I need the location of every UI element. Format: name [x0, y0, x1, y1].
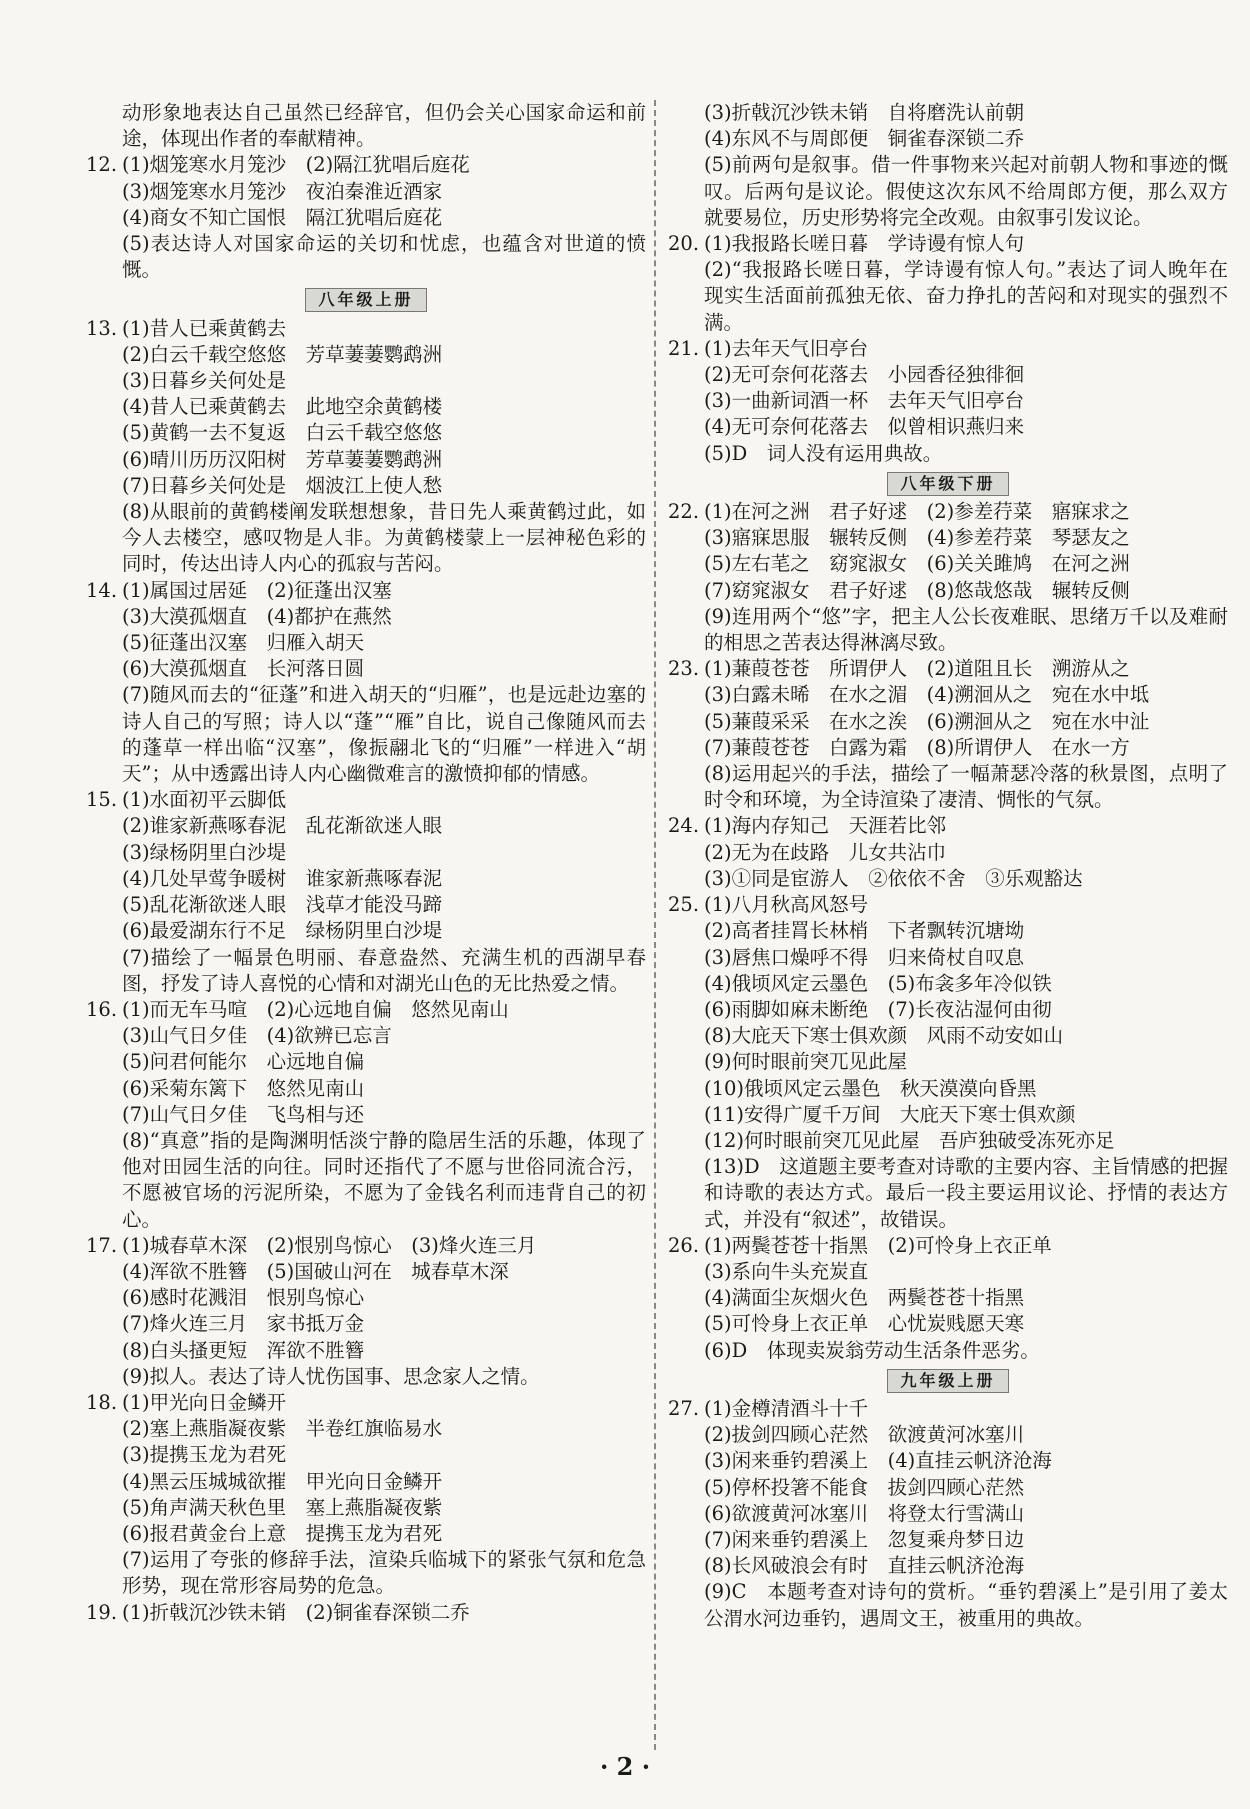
question-number: 13.	[86, 316, 118, 340]
question-27	[668, 1396, 1228, 1632]
question-20	[668, 231, 1228, 336]
answer-line: (4)无可奈何花落去 似曾相识燕归来	[704, 415, 1025, 439]
answer-line: (4)黑云压城城欲摧 甲光向日金鳞开	[122, 1469, 443, 1493]
answer-line: (3)烟笼寒水月笼沙 夜泊秦淮近酒家	[122, 179, 443, 203]
question-25	[668, 892, 1228, 1233]
section-header-grade8-vol2: 八年级下册	[668, 470, 1228, 496]
answer-line: (13)D 这道题主要考查对诗歌的主要内容、主旨情感的把握和诗歌的表达方式。最后一段主要运用议论、抒情的表达方式，并没有“叙述”，故错误。	[704, 1155, 1228, 1231]
answer-line: (6)雨脚如麻未断绝 (7)长夜沾湿何由彻	[704, 997, 1052, 1021]
answer-line: (5)停杯投箸不能食 拔剑四顾心茫然	[704, 1475, 1025, 1499]
answer-line: (1)昔人已乘黄鹤去	[122, 316, 287, 340]
question-number: 17.	[86, 1233, 118, 1257]
answer-line: (5)表达诗人对国家命运的关切和忧虑，也蕴含对世道的愤慨。	[122, 232, 646, 282]
answer-line: (7)闲来垂钓碧溪上 忽复乘舟梦日边	[704, 1527, 1025, 1551]
answer-line: (2)高者挂罥长林梢 下者飘转沉塘坳	[704, 919, 1025, 943]
answer-line: (3)折戟沉沙铁未销 自将磨洗认前朝	[704, 101, 1025, 124]
answer-line: (9)连用两个“悠”字，把主人公长夜难眠、思绪万千以及难耐的相思之苦表达得淋漓尽致。	[704, 604, 1228, 655]
answer-line: (8)白头搔更短 浑欲不胜簪	[122, 1338, 365, 1362]
answer-line: (1)我报路长嗟日暮 学诗谩有惊人句	[704, 232, 1025, 256]
question-number: 15.	[86, 788, 118, 812]
answer-line: (5)征蓬出汉塞 归雁入胡天	[122, 631, 365, 655]
question-22	[668, 499, 1228, 656]
answer-line: (1)甲光向日金鳞开	[122, 1390, 287, 1414]
answer-line: (11)安得广厦千万间 大庇天下寒士俱欢颜	[704, 1102, 1076, 1126]
answer-line: (9)C 本题考查对诗句的赏析。“垂钓碧溪上”是引用了姜太公渭水河边垂钓，遇周文王，被重用的典故。	[704, 1580, 1228, 1630]
answer-line: (7)山气日夕佳 飞鸟相与还	[122, 1102, 365, 1126]
answer-line: (7)描绘了一幅景色明丽、春意盎然、充满生机的西湖早春图，抒发了诗人喜悦的心情和对湖光山色的无比热爱之情。	[122, 945, 646, 995]
question-number: 14.	[86, 578, 118, 602]
answer-line: (8)运用起兴的手法，描绘了一幅萧瑟冷落的秋景图，点明了时令和环境，为全诗渲染了凄清、惆怅的气氛。	[704, 762, 1228, 812]
answer-line: (4)浑欲不胜簪 (5)国破山河在 城春草木深	[122, 1259, 509, 1283]
answer-line: (6)最爱湖东行不足 绿杨阴里白沙堤	[122, 919, 443, 943]
answer-line: (7)随风而去的“征蓬”和进入胡天的“归雁”，也是远赴边塞的诗人自己的写照；诗人以“蓬”“雁”自比，说自己像随风而去的蓬草一样出临“汉塞”，像振翮北飞的“归雁”一样进入“胡天”；从中透露出诗人内心幽微难言的激愤抑郁的情感。	[122, 683, 646, 786]
answer-line: (2)无可奈何花落去 小园香径独徘徊	[704, 363, 1025, 387]
answer-line: (3)绿杨阴里白沙堤	[122, 840, 287, 864]
answer-line: (3)提携玉龙为君死	[122, 1443, 287, 1467]
question-number: 22.	[668, 500, 700, 524]
question-15	[86, 787, 646, 997]
column-divider	[654, 100, 656, 1750]
question-19-continued	[668, 100, 1228, 231]
answer-line: (8)长风破浪会有时 直挂云帆济沧海	[704, 1554, 1025, 1578]
question-number: 25.	[668, 893, 700, 917]
answer-line: (2)白云千载空悠悠 芳草萋萋鹦鹉洲	[122, 342, 443, 366]
right-column	[668, 100, 1228, 1632]
answer-line: (3)唇焦口燥呼不得 归来倚杖自叹息	[704, 945, 1025, 969]
answer-line: (1)属国过居延 (2)征蓬出汉塞	[122, 578, 392, 602]
answer-line: (8)大庇天下寒士俱欢颜 风雨不动安如山	[704, 1024, 1064, 1048]
answer-line: (3)一曲新词酒一杯 去年天气旧亭台	[704, 389, 1025, 413]
answer-line: (2)拔剑四顾心茫然 欲渡黄河冰塞川	[704, 1423, 1025, 1447]
q11-continuation: 动形象地表达自己虽然已经辞官，但仍会关心国家命运和前途，体现出作者的奉献精神。	[122, 101, 646, 151]
answer-line: (1)折戟沉沙铁未销 (2)铜雀春深锁二乔	[122, 1600, 470, 1624]
answer-line: (4)昔人已乘黄鹤去 此地空余黄鹤楼	[122, 395, 443, 419]
answer-line: (4)几处早莺争暖树 谁家新燕啄春泥	[122, 866, 443, 890]
answer-line: (5)问君何能尔 心远地自偏	[122, 1050, 365, 1074]
answer-line: (3)闲来垂钓碧溪上 (4)直挂云帆济沧海	[704, 1449, 1052, 1473]
answer-line: (9)何时眼前突兀见此屋	[704, 1050, 908, 1074]
answer-line: (5)可怜身上衣正单 心忧炭贱愿天寒	[704, 1312, 1025, 1336]
answer-line: (10)俄顷风定云墨色 秋天漠漠向昏黑	[704, 1076, 1037, 1100]
question-17	[86, 1233, 646, 1390]
question-number: 20.	[668, 232, 700, 256]
answer-line: (2)谁家新燕啄春泥 乱花渐欲迷人眼	[122, 814, 443, 838]
answer-line: (7)日暮乡关何处是 烟波江上使人愁	[122, 473, 443, 497]
question-number: 26.	[668, 1233, 700, 1257]
answer-line: (1)而无车马喧 (2)心远地自偏 悠然见南山	[122, 997, 509, 1021]
answer-line: (6)报君黄金台上意 提携玉龙为君死	[122, 1521, 443, 1545]
question-14	[86, 578, 646, 788]
answer-line: (1)水面初平云脚低	[122, 788, 287, 812]
left-column	[86, 100, 646, 1626]
answer-line: (8)“真意”指的是陶渊明恬淡宁静的隐居生活的乐趣，体现了他对田园生活的向往。同时还指代了不愿与世俗同流合污，不愿被官场的污泥所染，不愿为了金钱名利而违背自己的初心。	[122, 1128, 646, 1231]
question-19	[86, 1600, 646, 1626]
question-number: 21.	[668, 336, 700, 360]
answer-line: (9)拟人。表达了诗人忧伤国事、思念家人之情。	[122, 1364, 540, 1388]
answer-line: (4)俄顷风定云墨色 (5)布衾多年冷似铁	[704, 971, 1052, 995]
answer-line: (1)城春草木深 (2)恨别鸟惊心 (3)烽火连三月	[122, 1233, 537, 1257]
answer-line: (3)系向牛头充炭直	[704, 1259, 869, 1283]
answer-line: (6)大漠孤烟直 长河落日圆	[122, 657, 365, 681]
question-18	[86, 1390, 646, 1600]
question-21	[668, 336, 1228, 467]
answer-line: (4)商女不知亡国恨 隔江犹唱后庭花	[122, 205, 443, 229]
answer-line: (6)晴川历历汉阳树 芳草萋萋鹦鹉洲	[122, 447, 443, 471]
answer-line: (3)白露未晞 在水之湄 (4)溯洄从之 宛在水中坻	[704, 683, 1150, 707]
answer-line: (6)欲渡黄河冰塞川 将登太行雪满山	[704, 1501, 1025, 1525]
answer-line: (7)运用了夸张的修辞手法，渲染兵临城下的紧张气氛和危急形势，现在常形容局势的危急。	[122, 1548, 646, 1598]
answer-line: (1)去年天气旧亭台	[704, 336, 869, 360]
answer-line: (7)窈窕淑女 君子好逑 (8)悠哉悠哉 辗转反侧	[704, 578, 1130, 602]
answer-line: (6)采菊东篱下 悠然见南山	[122, 1076, 365, 1100]
answer-line: (7)蒹葭苍苍 白露为霜 (8)所谓伊人 在水一方	[704, 735, 1130, 759]
answer-line: (1)八月秋高风怒号	[704, 893, 869, 917]
answer-line: (6)感时花溅泪 恨别鸟惊心	[122, 1286, 365, 1310]
answer-line: (5)前两句是叙事。借一件事物来兴起对前朝人物和事迹的慨叹。后两句是议论。假使这次东风不给周郎方便，那么双方就要易位，历史形势将完全改观。由叙事引发议论。	[704, 153, 1228, 229]
answer-line: (1)在河之洲 君子好逑 (2)参差荇菜 寤寐求之	[704, 500, 1130, 524]
section-header-grade9-vol1: 九年级上册	[668, 1367, 1228, 1393]
answer-line: (3)日暮乡关何处是	[122, 369, 287, 393]
question-number: 18.	[86, 1390, 118, 1414]
answer-line: (5)乱花渐欲迷人眼 浅草才能没马蹄	[122, 893, 443, 917]
question-24	[668, 813, 1228, 892]
question-26	[668, 1233, 1228, 1364]
answer-line: (1)烟笼寒水月笼沙 (2)隔江犹唱后庭花	[122, 153, 470, 177]
answer-line: (2)无为在歧路 儿女共沾巾	[704, 840, 947, 864]
answer-line: (12)何时眼前突兀见此屋 吾庐独破受冻死亦足	[704, 1128, 1115, 1152]
answer-line: (3)山气日夕佳 (4)欲辨已忘言	[122, 1024, 392, 1048]
question-number: 27.	[668, 1396, 700, 1420]
question-13	[86, 316, 646, 578]
answer-line: (4)东风不与周郎便 铜雀春深锁二乔	[704, 127, 1025, 151]
answer-line: (5)左右芼之 窈窕淑女 (6)关关雎鸠 在河之洲	[704, 552, 1130, 576]
page-number: · 2 ·	[599, 1752, 651, 1781]
answer-line: (3)大漠孤烟直 (4)都护在燕然	[122, 604, 392, 628]
question-23	[668, 656, 1228, 813]
answer-line: (1)金樽清酒斗十千	[704, 1396, 869, 1420]
answer-line: (1)两鬓苍苍十指黑 (2)可怜身上衣正单	[704, 1233, 1052, 1257]
answer-line: (5)角声满天秋色里 塞上燕脂凝夜紫	[122, 1495, 443, 1519]
answer-line: (7)烽火连三月 家书抵万金	[122, 1312, 365, 1336]
section-header-grade8-vol1: 八年级上册	[86, 286, 646, 312]
answer-line: (5)D 词人没有运用典故。	[704, 441, 943, 465]
question-number: 23.	[668, 657, 700, 681]
answer-line: (5)黄鹤一去不复返 白云千载空悠悠	[122, 421, 443, 445]
question-number: 16.	[86, 997, 118, 1021]
answer-line: (3)①同是宦游人 ②依依不舍 ③乐观豁达	[704, 866, 1083, 890]
answer-line: (1)海内存知己 天涯若比邻	[704, 814, 947, 838]
answer-line: (6)D 体现卖炭翁劳动生活条件恶劣。	[704, 1338, 1040, 1362]
question-number: 19.	[86, 1600, 118, 1624]
answer-line: (3)寤寐思服 辗转反侧 (4)参差荇菜 琴瑟友之	[704, 526, 1130, 550]
question-number: 24.	[668, 814, 700, 838]
answer-line: (4)满面尘灰烟火色 两鬓苍苍十指黑	[704, 1286, 1025, 1310]
question-number: 12.	[86, 153, 118, 177]
question-16	[86, 997, 646, 1233]
answer-line: (8)从眼前的黄鹤楼阐发联想想象，昔日先人乘黄鹤过此，如今人去楼空，感叹物是人非。为黄鹤楼蒙上一层神秘色彩的同时，传达出诗人内心的孤寂与苦闷。	[122, 500, 646, 576]
answer-line: (2)“我报路长嗟日暮，学诗谩有惊人句。”表达了词人晚年在现实生活面前孤独无依、奋力挣扎的苦闷和对现实的强烈不满。	[704, 258, 1228, 334]
answer-line: (2)塞上燕脂凝夜紫 半卷红旗临易水	[122, 1417, 443, 1441]
question-12	[86, 152, 646, 283]
answer-line: (1)蒹葭苍苍 所谓伊人 (2)道阻且长 溯游从之	[704, 657, 1130, 681]
answer-line: (5)蒹葭采采 在水之涘 (6)溯洄从之 宛在水中沚	[704, 709, 1150, 733]
